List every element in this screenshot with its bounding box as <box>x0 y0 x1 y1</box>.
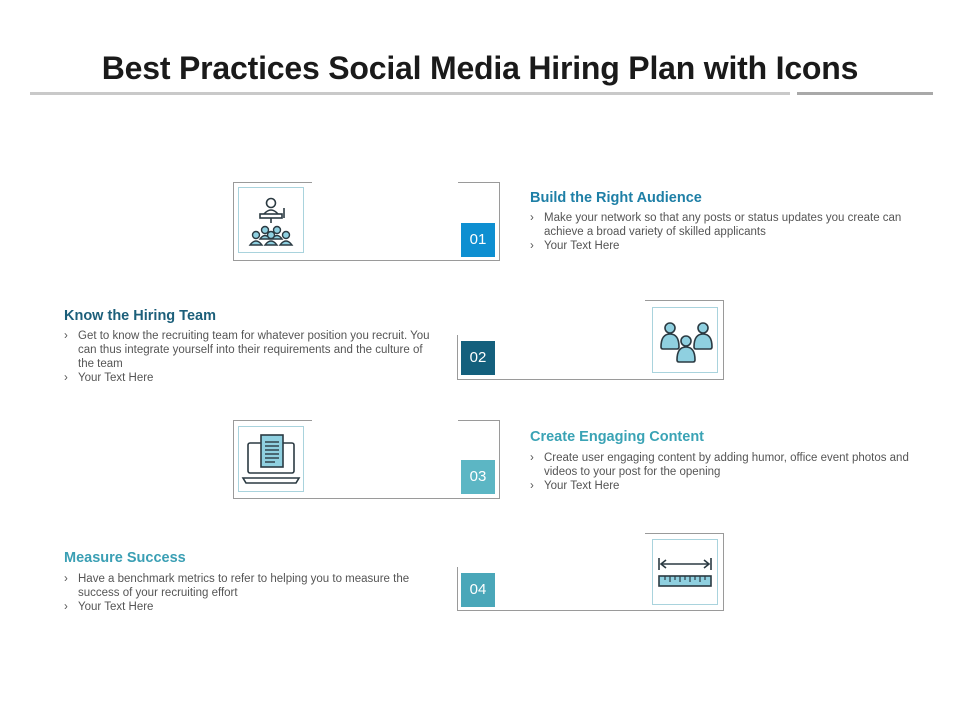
step-02-icon-box <box>652 307 718 373</box>
step-03-title: Create Engaging Content <box>530 429 705 445</box>
title-underline-right <box>797 92 933 95</box>
step-01-title: Build the Right Audience <box>530 190 702 206</box>
step-02-number: 02 <box>461 341 495 375</box>
presentation-audience-icon <box>239 188 303 252</box>
step-03-bullets <box>530 451 910 493</box>
list-item: › Your Text Here <box>64 371 436 385</box>
page-title: Best Practices Social Media Hiring Plan with Icons <box>101 50 859 86</box>
step-02-bullets <box>64 329 436 385</box>
laptop-document-icon <box>239 427 303 491</box>
step-02-title: Know the Hiring Team <box>64 308 216 324</box>
step-01-icon-box <box>238 187 304 253</box>
step-03-icon-box <box>238 426 304 492</box>
list-item: › Create user engaging content by adding humor, office event photos and videos to your post for the opening <box>530 451 910 479</box>
title-underline-left <box>30 92 790 95</box>
ruler-measure-icon <box>653 540 717 604</box>
step-01-number: 01 <box>461 223 495 257</box>
list-item: › Have a benchmark metrics to refer to helping you to measure the success of your recruiting effort <box>64 572 436 600</box>
step-04-number: 04 <box>461 573 495 607</box>
step-04-icon-box <box>652 539 718 605</box>
step-04-bullets <box>64 572 436 614</box>
team-people-icon <box>653 308 717 372</box>
step-04-title: Measure Success <box>64 550 186 566</box>
step-03-number: 03 <box>461 460 495 494</box>
list-item: › Your Text Here <box>530 239 905 253</box>
list-item: › Make your network so that any posts or status updates you create can achieve a broad variety of skilled applicants <box>530 211 905 239</box>
step-01-bullets <box>530 211 905 253</box>
list-item: › Your Text Here <box>64 600 436 614</box>
list-item: › Your Text Here <box>530 479 910 493</box>
list-item: › Get to know the recruiting team for whatever position you recruit. You can thus integrate yourself into their requirements and the culture of the team <box>64 329 436 371</box>
